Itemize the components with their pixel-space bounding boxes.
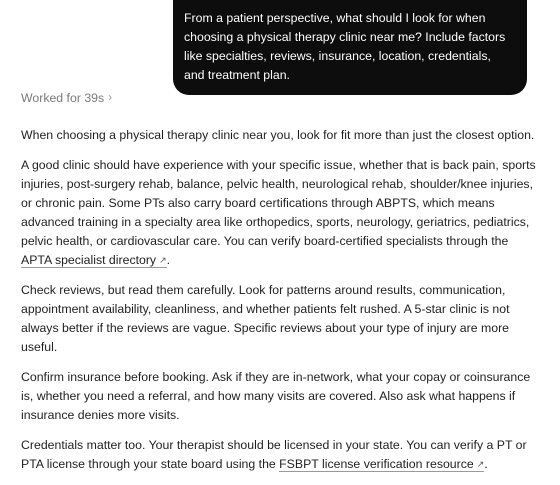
answer-paragraph-3: Check reviews, but read them carefully. Look for patterns around results, communication, appointment availability, cleanliness, and whether patients felt rushed. A 5-star clinic is not always better if the reviews are vague. Specific reviews about your type of injury are more useful. [21,283,510,354]
apta-directory-link-text: APTA specialist directory [21,253,157,267]
answer-paragraph-2-text: A good clinic should have experience with your specific issue, whether that is back pain, sports injuries, post-surgery rehab, balance, pelvic health, neurological rehab, shoulder/knee injuries, or chronic pain. Some PTs also carry board certifications through ABPTS, which means advanced training in a specialty area like orthopedics, sports, neurology, geriatrics, pediatrics, pelvic health, or cardiovascular care. You can verify board-certified specialists through the [21,158,536,248]
answer-paragraph-4: Confirm insurance before booking. Ask if they are in-network, what your copay or coinsurance is, whether you need a referral, and how many visits are covered. Also ask what happens if insurance denies more visits. [21,370,531,422]
answer-paragraph-1: When choosing a physical therapy clinic near you, look for fit more than just the closest option. [21,128,535,142]
fsbpt-verification-link-text: FSBPT license verification resource [279,457,474,471]
assistant-answer [21,126,541,485]
user-message-bubble [173,0,527,95]
chevron-right-icon: › [108,90,113,104]
worked-for-toggle[interactable] [21,91,112,105]
answer-paragraph-5-end: . [484,457,488,471]
answer-paragraph-2 [21,156,541,270]
answer-paragraph-5-text: Credentials matter too. Your therapist should be licensed in your state. You can verify a PT or PTA license through your state board using the [21,438,527,471]
fsbpt-verification-link[interactable] [279,457,484,472]
answer-paragraph-2-end: . [166,253,171,267]
worked-for-label: Worked for 39s [21,91,105,105]
external-link-icon: ↗ [476,459,485,469]
user-message-row [173,0,527,95]
user-message-text: From a patient perspective, what should I look for when choosing a physical therapy clinic near me? Include factors like specialties, reviews, insurance, location, credentials, and treatment plan. [184,11,506,82]
answer-paragraph-5 [21,436,541,474]
apta-directory-link[interactable] [21,253,167,268]
external-link-icon: ↗ [159,255,167,265]
